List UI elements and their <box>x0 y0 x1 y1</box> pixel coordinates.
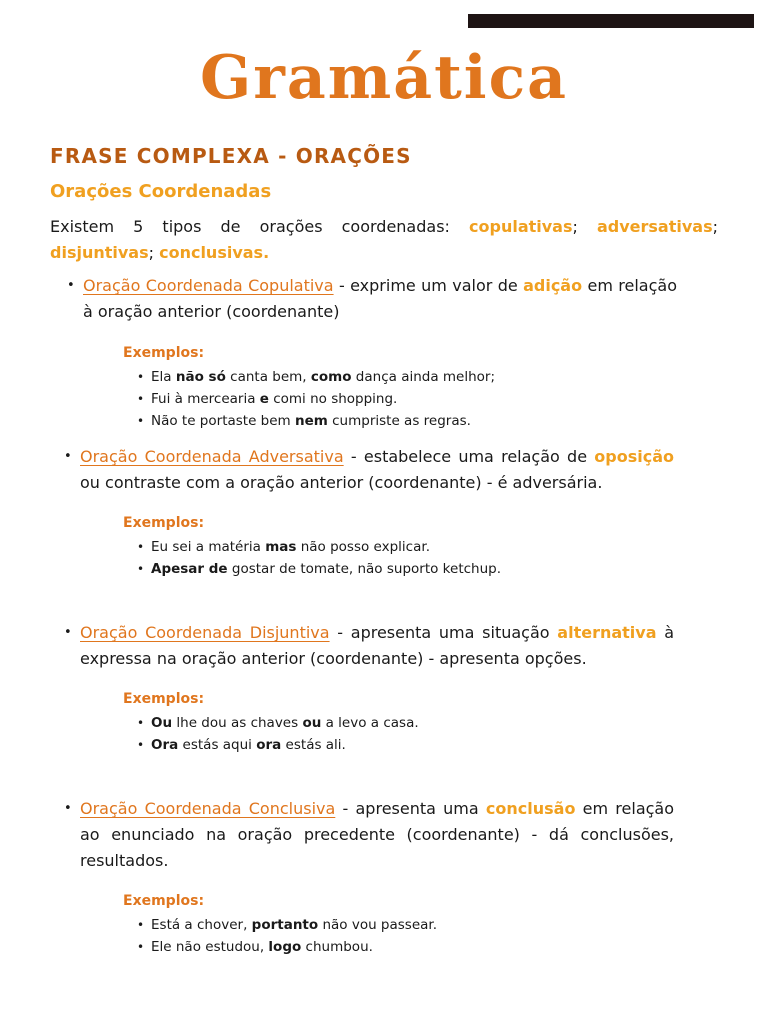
section-conclusiva-text: • Oração Coordenada Conclusiva - apresenta uma conclusão em relação ao enunciado na oração precedente (coordenante) - dá conclusões, resultados. <box>62 796 674 874</box>
examples-label: Exemplos: <box>123 893 205 909</box>
section-copulativa-text: • Oração Coordenada Copulativa - exprime um valor de adição em relação à oração anterior (coordenante) <box>65 273 677 325</box>
link-copulativa[interactable]: Oração Coordenada Copulativa <box>83 276 334 295</box>
link-conclusiva[interactable]: Oração Coordenada Conclusiva <box>80 799 336 818</box>
examples-label: Exemplos: <box>123 691 205 707</box>
section-copulativa <box>65 273 677 432</box>
section-adversativa-text: • Oração Coordenada Adversativa - estabelece uma relação de oposição ou contraste com a oração anterior (coordenante) - é adversária. <box>62 444 674 496</box>
examples-list <box>62 914 674 958</box>
link-adversativa[interactable]: Oração Coordenada Adversativa <box>80 447 344 466</box>
list-item: • Apesar de gostar de tomate, não suporto ketchup. <box>151 558 674 580</box>
list-item: • Ora estás aqui ora estás ali. <box>151 734 674 756</box>
list-item: • Não te portaste bem nem cumpriste as regras. <box>151 410 677 432</box>
keyword-conclusao: conclusão <box>485 799 576 818</box>
keyword-alternativa: alternativa <box>557 623 657 642</box>
type-copulativas: copulativas <box>469 217 573 236</box>
examples-list <box>65 366 677 432</box>
list-item: • Ou lhe dou as chaves ou a levo a casa. <box>151 712 674 734</box>
intro-paragraph: Existem 5 tipos de orações coordenadas: copulativas; adversativas; disjuntivas; conclusivas. <box>50 217 718 262</box>
examples-label: Exemplos: <box>123 345 205 361</box>
type-conclusivas: conclusivas. <box>159 243 270 262</box>
list-item: • Ele não estudou, logo chumbou. <box>151 936 674 958</box>
top-bar <box>468 14 754 28</box>
page-title: Gramática <box>199 43 568 113</box>
list-item: • Eu sei a matéria mas não posso explicar. <box>151 536 674 558</box>
keyword-adicao: adição <box>523 276 583 295</box>
type-adversativas: adversativas <box>596 217 713 236</box>
keyword-oposicao: oposição <box>594 447 674 466</box>
list-item: • Ela não só canta bem, como dança ainda melhor; <box>151 366 677 388</box>
list-item: • Fui à mercearia e comi no shopping. <box>151 388 677 410</box>
section-disjuntiva <box>62 620 674 756</box>
section-conclusiva <box>62 796 674 958</box>
examples-list <box>62 536 674 580</box>
examples-label: Exemplos: <box>123 515 205 531</box>
intro-text: Existem 5 tipos de orações coordenadas: <box>50 217 470 236</box>
section-heading: FRASE COMPLEXA - ORAÇÕES <box>50 144 412 168</box>
section-disjuntiva-text: • Oração Coordenada Disjuntiva - apresenta uma situação alternativa à expressa na oração anterior (coordenante) - apresenta opções. <box>62 620 674 672</box>
section-adversativa <box>62 444 674 580</box>
link-disjuntiva[interactable]: Oração Coordenada Disjuntiva <box>80 623 330 642</box>
examples-list <box>62 712 674 756</box>
subheading: Orações Coordenadas <box>50 181 272 202</box>
list-item: • Está a chover, portanto não vou passear. <box>151 914 674 936</box>
type-disjuntivas: disjuntivas <box>50 243 149 262</box>
